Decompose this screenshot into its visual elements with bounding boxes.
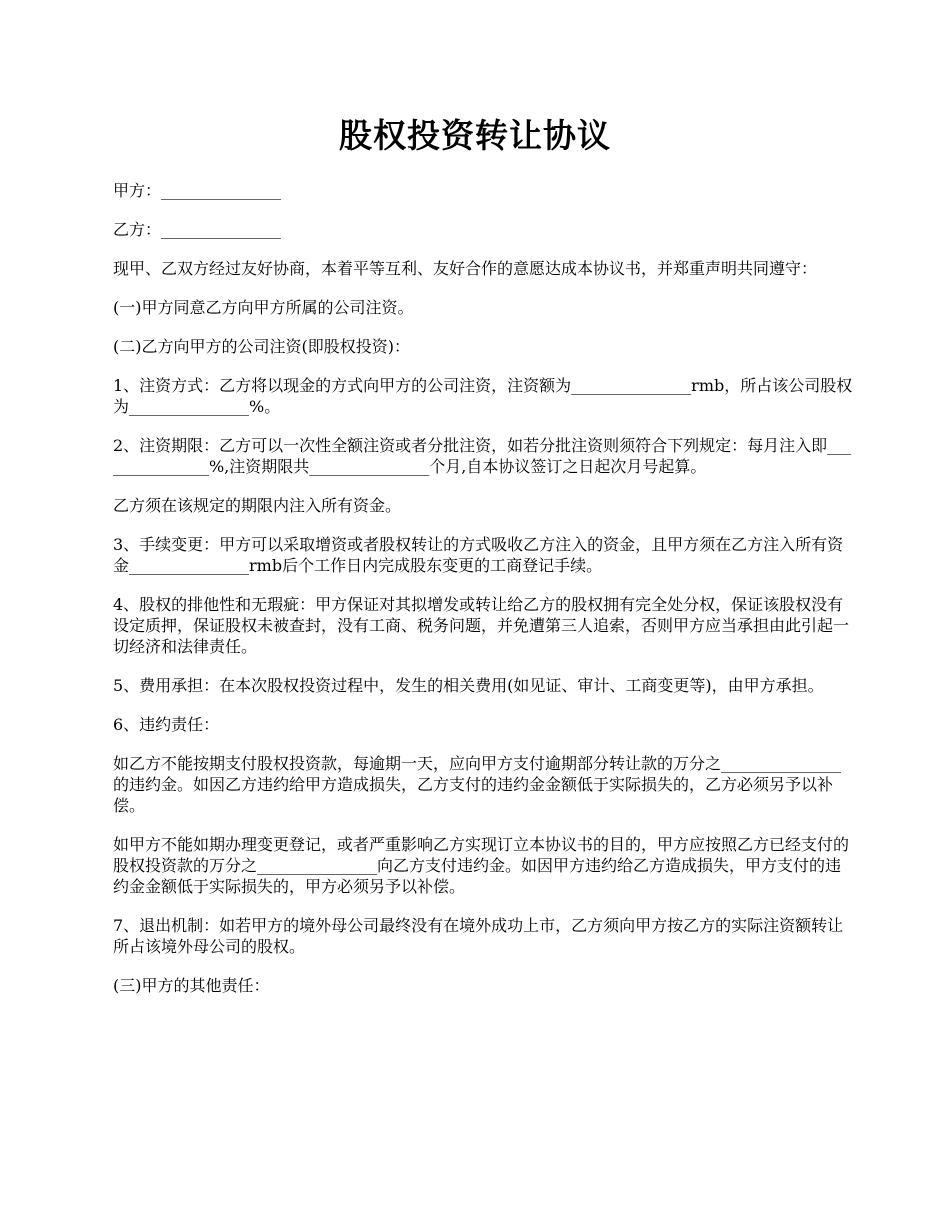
clause-exit-mechanism: 7、退出机制：如若甲方的境外母公司最终没有在境外成功上市，乙方须向甲方按乙方的实际注资额转让所占该境外母公司的股权。 — [113, 916, 844, 956]
section-heading-1: (一)甲方同意乙方向甲方所属的公司注资。 — [113, 298, 414, 317]
clause-investment-method: 1、注资方式：乙方将以现金的方式向甲方的公司注资，注资额为_______________rmb，所占该公司股权为_______________%。 — [113, 376, 853, 416]
section-heading-2: (二)乙方向甲方的公司注资(即股权投资)： — [113, 337, 410, 356]
section-heading-3: (三)甲方的其他责任： — [113, 976, 270, 995]
clause-liability-heading: 6、违约责任： — [113, 715, 220, 734]
clause-funding-deadline: 乙方须在该规定的期限内注入所有资金。 — [113, 496, 402, 515]
document-body — [113, 180, 853, 1014]
clause-party-a-default: 如甲方不能如期办理变更登记，或者严重影响乙方实现订立本协议书的目的，甲方应按照乙方已经支付的股权投资款的万分之_______________向乙方支付违约金。如因甲方违约给乙方造成损失，甲方支付的违约金金额低于实际损失的，甲方必须另予以补偿。 — [113, 835, 850, 896]
clause-equity-exclusivity: 4、股权的排他性和无瑕疵：甲方保证对其拟增发或转让给乙方的股权拥有完全处分权，保证该股权没有设定质押，保证股权未被查封，没有工商、税务问题，并免遭第三人追索，否则甲方应当承担由此引起一切经济和法律责任。 — [113, 595, 850, 656]
clause-investment-period: 2、注资期限：乙方可以一次性全额注资或者分批注资，如若分批注资则须符合下列规定：每月注入即_______________%,注资期限共_______________个月,自本协议签订之日起次月号起算。 — [113, 436, 852, 476]
clause-party-b-default: 如乙方不能按期支付股权投资款，每逾期一天，应向甲方支付逾期部分转让款的万分之_______________的违约金。如因乙方违约给甲方造成损失，乙方支付的违约金金额低于实际损失的，乙方必须另予以补偿。 — [113, 754, 842, 815]
document-title: 股权投资转让协议 — [339, 116, 611, 155]
clause-cost-bearing: 5、费用承担：在本次股权投资过程中，发生的相关费用(如见证、审计、工商变更等)，由甲方承担。 — [113, 676, 824, 695]
party-a-line: 甲方：_______________ — [113, 181, 282, 200]
preamble-paragraph: 现甲、乙双方经过友好协商，本着平等互利、友好合作的意愿达成本协议书，并郑重声明共同遵守： — [113, 259, 818, 278]
clause-procedure-change: 3、手续变更：甲方可以采取增资或者股权转让的方式吸收乙方注入的资金，且甲方须在乙方注入所有资金_______________rmb后个工作日内完成股东变更的工商登记手续。 — [113, 535, 844, 575]
party-b-line: 乙方：_______________ — [113, 220, 282, 239]
